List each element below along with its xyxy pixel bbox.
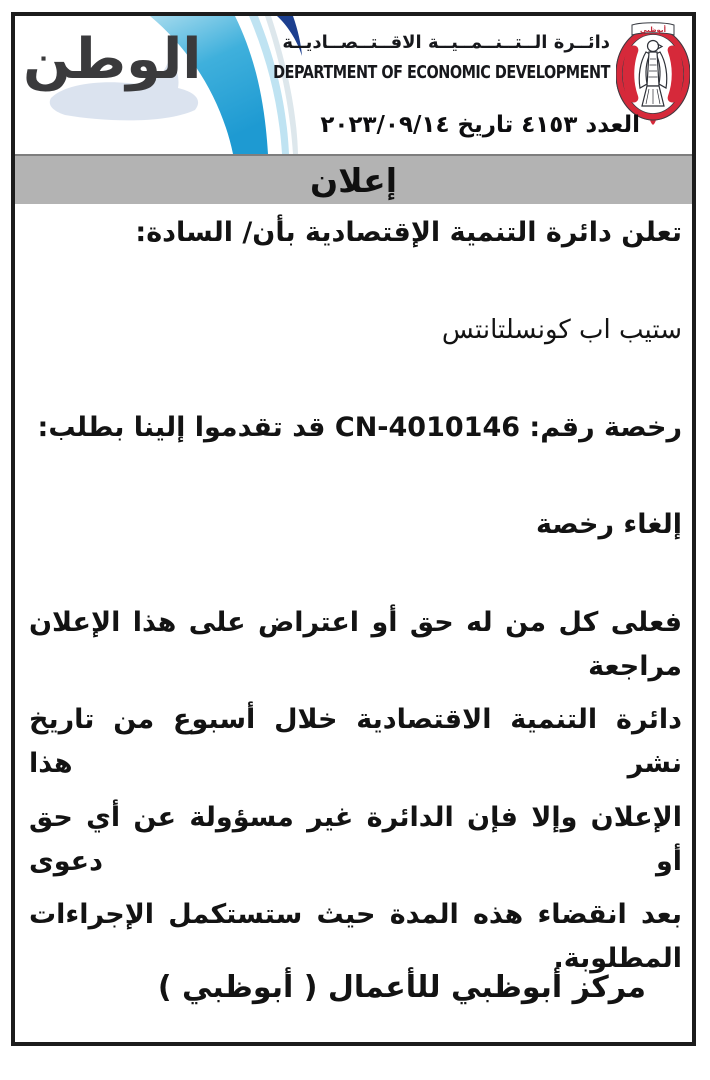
issue-date-line: العدد ٤١٥٣ تاريخ ٢٠٢٣/٠٩/١٤	[320, 112, 640, 138]
department-name-english: DEPARTMENT OF ECONOMIC DEVELOPMENT	[273, 62, 610, 83]
announcement-frame	[11, 12, 696, 1046]
announcement-title: إعلان	[309, 160, 398, 200]
signature-line: مركز أبوظبي للأعمال ( أبوظبي )	[157, 970, 646, 1005]
license-line: رخصة رقم: CN-4010146 قد تقدموا إلينا بطلب:	[37, 412, 682, 443]
request-type-line: إلغاء رخصة	[536, 509, 682, 540]
alwatan-newspaper-logo: الوطن	[23, 27, 202, 92]
masthead	[15, 16, 692, 154]
notice-line-3: الإعلان وإلا فإن الدائرة غير مسؤولة عن أي حق أو دعوى	[29, 802, 682, 877]
announcement-title-bar	[15, 154, 692, 204]
emblem-banner-text: أبوظبي	[640, 26, 666, 34]
notice-line-1: فعلى كل من له حق أو اعتراض على هذا الإعلان مراجعة	[29, 607, 682, 682]
department-name-arabic: دائــرة الــتــنــمــيــة الاقــتــصــاديــة	[282, 32, 610, 53]
company-name: ستيب اب كونسلتانتس	[441, 315, 682, 345]
intro-line: تعلن دائرة التنمية الإقتصادية بأن/ السادة:	[135, 217, 682, 248]
notice-line-4: بعد انقضاء هذه المدة حيث ستستكمل الإجراءات المطلوبة.	[29, 899, 682, 974]
notice-line-2: دائرة التنمية الاقتصادية خلال أسبوع من تاريخ نشر هذا	[29, 704, 682, 779]
abu-dhabi-emblem	[616, 21, 690, 125]
